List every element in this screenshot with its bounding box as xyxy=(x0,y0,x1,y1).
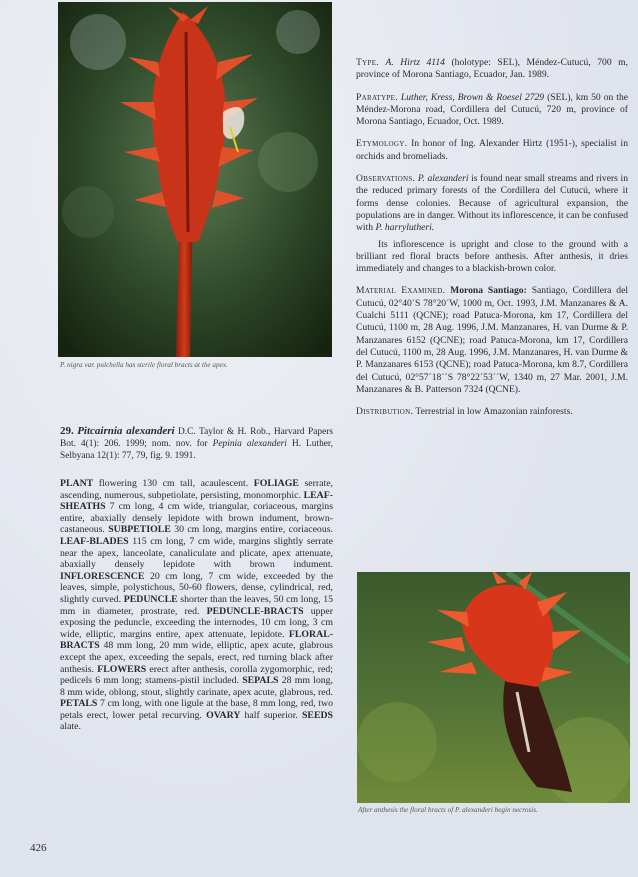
species-description xyxy=(60,478,333,733)
material-paragraph xyxy=(356,285,628,396)
desc-subpetiole-text: 30 cm long, margins entire, coriaceous. xyxy=(174,524,333,536)
type-text: (holotype: SEL), Méndez-Cutucú, 700 m, province of Morona Santiago, Ecuador, Jan. 1989. xyxy=(356,57,628,81)
desc-ovary-text: half superior. xyxy=(244,709,298,721)
desc-leaf-sheaths-label: LEAF-SHEATHS xyxy=(60,489,333,513)
distribution-paragraph xyxy=(356,406,628,418)
obs-text: is found near small streams and rivers in the reduced primary forests of the Cordillera del Cutucú, where it forms dense colonies. Because of agricultural expansion, the populations are in danger. Without its inflorescence, it can be confused with xyxy=(356,173,628,234)
desc-peduncle-text: shorter than the leaves, 50 cm long, 15 mm in diameter, prostrate, red. xyxy=(60,593,333,617)
paratype-collector: Luther, Kress, Brown & Roesel 2729 xyxy=(400,91,545,103)
type-paragraph xyxy=(356,57,628,82)
obs2-text: Its inflorescence is upright and close to the ground with a brilliant red floral bracts before anthesis. After anthesis, it dries immediately and changes to a blackish-brown color. xyxy=(356,238,628,275)
etymology-label: Etymology. xyxy=(356,138,408,150)
desc-petals-label: PETALS xyxy=(60,698,98,710)
desc-inflorescence-label: INFLORESCENCE xyxy=(60,570,145,582)
photo-image xyxy=(58,2,332,357)
desc-inflorescence-text: 20 cm long, 7 cm wide, exceeded by the leaves, simple, polystichous, 50-60 flowers, dense, cylindrical, red, slightly curved. xyxy=(60,570,333,605)
etymology-text: In honor of Ing. Alexander Hirtz (1951-), specialist in orchids and bromeliads. xyxy=(356,138,628,162)
type-collector: A. Hirtz 4114 xyxy=(385,57,445,68)
species-name: Pitcairnia alexanderi xyxy=(77,425,175,437)
desc-flowers-label: FLOWERS xyxy=(97,663,147,675)
paratype-text: (SEL), km 50 on the Méndez-Morona road, Cordillera del Cutucú, 720 m, province of Morona Santiago, Ecuador, Oct. 1989. xyxy=(356,91,629,128)
desc-foliage-label: FOLIAGE xyxy=(253,478,299,489)
desc-sepals-label: SEPALS xyxy=(242,675,279,687)
material-text: Santiago, Cordillera del Cutucú, 02°40´S 78°20´W, 1000 m, Oct. 1993, J.M. Manzanares & A. Cualchi 5111 (QCNE); road Patuca-Morona, km 17, Cordillera del Cutucú, 1100 m, 28 Aug. 1996, J.M. Manzanares, H. van Durme & P. Manzanares 6152 (QCNE); road Patuca-Morona, km 17, Cordillera del Cutucú, 1100 m, 28 Aug. 1996, J.M. Manzanares, H. van Durme & P. Manzanares 6153 (QCNE); road Patuca-Morona, km 8.7, Cordillera del Cutucú, 02°57´18´´S 78°22´53´´W, 1340 m, 27 Mar. 2001, J.M. Manzanares & B. Patterson 7324 (QCNE). xyxy=(356,285,629,395)
material-region: Morona Santiago: xyxy=(450,285,527,297)
desc-leaf-blades-label: LEAF-BLADES xyxy=(60,535,129,547)
type-label: Type. xyxy=(356,57,379,68)
distribution-text: Terrestrial in low Amazonian rainforests. xyxy=(415,406,573,418)
desc-plant-label: PLANT xyxy=(60,478,94,489)
desc-peduncle-bracts-label: PEDUNCLE-BRACTS xyxy=(206,605,304,617)
species-authority: D.C. Taylor & H. Rob., Harvard Papers Bot. 4(1): 206. 1999; nom. nov. for xyxy=(60,427,334,449)
material-label: Material Examined. xyxy=(356,285,446,297)
observations-label: Observations. xyxy=(356,173,416,185)
species-basionym: Pepinia alexanderi xyxy=(212,438,287,449)
photo-image xyxy=(357,572,630,803)
desc-foliage-text: serrate, ascending, numerous, subpetiolate, persisting, monomorphic. xyxy=(60,478,333,501)
caption-bottom: After anthesis the floral bracts of P. alexanderi begin necrosis. xyxy=(358,806,538,814)
desc-peduncle-label: PEDUNCLE xyxy=(123,593,178,605)
species-basionym-ref: H. Luther, Selbyana 12(1): 77, 79, fig. 9. 1991. xyxy=(60,438,334,461)
desc-plant-text: flowering 130 cm tall, acaulescent. xyxy=(98,478,249,489)
species-number: 29. xyxy=(60,425,74,437)
right-column xyxy=(356,57,628,428)
desc-floral-bracts-label: FLORAL-BRACTS xyxy=(60,628,333,652)
species-heading xyxy=(60,426,333,462)
page-number: 426 xyxy=(30,842,47,854)
photo-pitcairnia-alexanderi xyxy=(357,572,630,803)
desc-flowers-text: erect after anthesis, corolla zygomorphic, red; pedicels 6 mm long; stamens-pistil included. xyxy=(60,663,333,687)
desc-seeds-text: alate. xyxy=(60,721,81,733)
observations-paragraph xyxy=(356,173,628,234)
caption-top: P. nigra var. pulchella has sterile floral bracts at the apex. xyxy=(60,361,228,369)
desc-seeds-label: SEEDS xyxy=(301,709,334,721)
etymology-paragraph xyxy=(356,138,628,163)
desc-petals-text: 7 cm long, with one ligule at the base, 8 mm long, red, two petals erect, lower petal recurving. xyxy=(60,698,333,721)
obs-species: P. alexanderi xyxy=(417,173,469,185)
distribution-label: Distribution. xyxy=(356,406,414,418)
desc-subpetiole-label: SUBPETIOLE xyxy=(108,524,171,536)
paratype-label: Paratype. xyxy=(356,91,398,103)
obs-confused-species: P. harrylutheri. xyxy=(375,222,435,234)
desc-floral-bracts-text: 48 mm long, 20 mm wide, elliptic, apex acute, glabrous except the apex, exceeding the sepals, erect, red turning black after anthesis. xyxy=(60,640,333,675)
desc-ovary-label: OVARY xyxy=(206,709,241,721)
desc-sepals-text: 28 mm long, 8 mm wide, oblong, stout, slightly carinate, apex acute, glabrous, red. xyxy=(60,675,334,698)
desc-peduncle-bracts-text: upper exposing the peduncle, exceeding the internodes, 10 cm long, 3 cm wide, elliptic, margins entire, apex attenuate, lepidote. xyxy=(60,605,334,640)
photo-pitcairnia-nigra xyxy=(58,2,332,357)
observations-paragraph-2 xyxy=(356,239,628,276)
desc-leaf-blades-text: 115 cm long, 7 cm wide, margins slightly serrate near the apex, lanceolate, canaliculate and plicate, apex attenuate, abaxially densely lepidote with brown indument. xyxy=(60,535,333,571)
desc-leaf-sheaths-text: 7 cm long, 4 cm wide, triangular, coriaceous, margins entire, abaxially densely lepidote with brown indument, brown-castaneous. xyxy=(60,501,334,536)
paratype-paragraph xyxy=(356,92,628,129)
